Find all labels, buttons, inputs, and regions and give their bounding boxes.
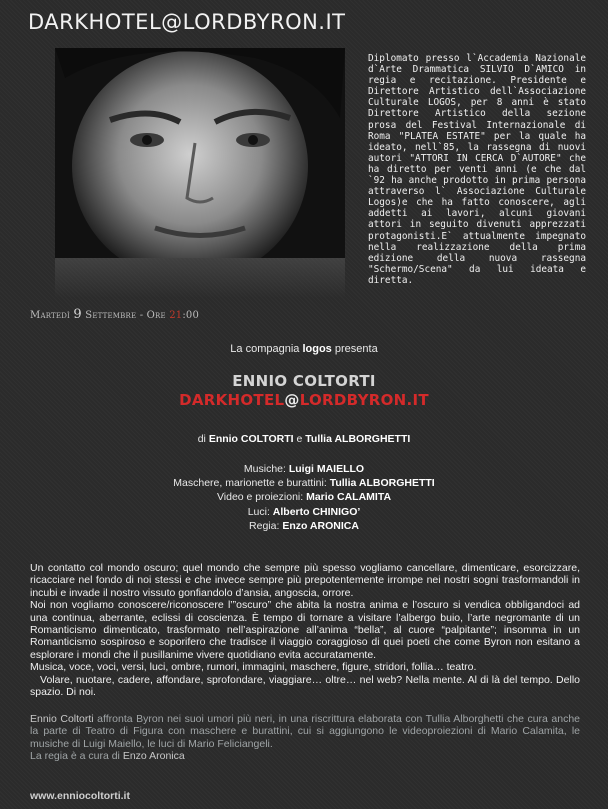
- portrait-reflection: [55, 258, 345, 298]
- production-note: [30, 713, 580, 763]
- author-title: ENNIO COLTORTI: [232, 372, 376, 390]
- company-suffix: presenta: [334, 343, 378, 355]
- credit-row: [0, 462, 608, 476]
- description-paragraph: Noi non vogliamo conoscere/riconoscere l’”oscuro” che abita la nostra anima e l’oscuro si vendica obbligandoci ad una continua, aberrante, eclissi di coscienza. È tempo di tornare a visitare l’albergo buio, l’arte negromante di un Romanticismo dimenticato, trasformato nell’aspirazione all’anima “bella”, al cuore “palpitante”; insomma in un Romanticismo sospiroso e soporifero che tradisce il viaggio coraggioso di quei poeti che come Byron non esitano a esplorare i mondi che il pusillanime vivere quotidiano evita accuratamente.: [30, 599, 580, 661]
- credit-name: Alberto CHINIGO’: [272, 505, 361, 518]
- credit-row: [0, 476, 608, 490]
- date-weekday: Martedì: [30, 310, 70, 321]
- regia-line: [30, 750, 580, 762]
- credit-role: Luci:: [247, 505, 270, 518]
- regia-prefix: La regia è a cura di: [30, 750, 120, 763]
- production-text: affronta Byron nei suoi umori più neri, in una riscrittura elaborata con Tullia Alborghetti che cura anche la parte di Teatro di Figura con maschere e burattini, cui si aggiungono le videoproiezioni di Mario Calamita, le musiche di Luigi Maiello, le luci di Mario Feliciangeli.: [30, 713, 581, 750]
- production-name: Ennio Coltorti: [30, 713, 94, 725]
- date-minutes: :00: [182, 310, 200, 321]
- credit-name: Enzo ARONICA: [282, 519, 359, 532]
- site-title: DARKHOTEL@LORDBYRON.IT: [28, 10, 346, 34]
- date-hour: 21: [169, 310, 183, 321]
- date-day: 9: [73, 307, 82, 322]
- show-title-at: @: [284, 391, 300, 409]
- description-paragraph: Un contatto col mondo oscuro; quel mondo che sempre più spesso vogliamo cancellare, dimenticare, esorcizzare, ricacciare nel fondo di noi stessi e che invece sempre più prepotentemente irrompe nei nostri sogni trasformandoli in incubi e invade il nostro vissuto gonfiandolo d’ansia, angoscia, orrore.: [30, 562, 580, 599]
- credit-role: Maschere, marionette e burattini:: [173, 477, 327, 490]
- regia-name: Enzo Aronica: [122, 750, 185, 763]
- credit-role: Video e proiezioni:: [216, 491, 304, 504]
- credit-role: Regia:: [249, 519, 280, 532]
- credits-list: [0, 462, 608, 533]
- company-line: [0, 343, 608, 355]
- company-prefix: La compagnia: [230, 343, 300, 355]
- portrait-photo: [55, 48, 345, 258]
- credit-role: Musiche:: [243, 463, 286, 475]
- credit-name: Luigi MAIELLO: [288, 463, 365, 475]
- byline: [0, 433, 608, 445]
- byline-di: di: [197, 433, 206, 445]
- byline-e: e: [296, 433, 303, 445]
- description: [30, 562, 580, 698]
- company-name: logos: [302, 343, 332, 355]
- description-p4a: Volare, nuotare, cadere, affondare, sprofondare, viaggiare… oltre… nel web? Nella mente.: [40, 673, 465, 686]
- event-date: [30, 307, 199, 322]
- description-paragraph: Musica, voce, voci, versi, luci, ombre, rumori, immagini, maschere, figure, stridori, follia… teatro.: [30, 661, 477, 674]
- description-paragraph: [30, 674, 580, 699]
- bio-text: Diplomato presso l`Accademia Nazionale d`Arte Drammatica SILVIO D`AMICO in regia e recitazione. Presidente e Direttore Artistico dell`Associazione Culturale LOGOS, per 8 anni è stato Direttore Artistico della sezione prosa del Festival Internazionale di Roma "PLATEA ESTATE" per la quale ha ideato, nell`85, la rassegna di nuovi autori "ATTORI IN CERCA D`AUTORE" che ha diretto per venti anni (e che dal `92 ha anche prodotto in prima persona attraverso l` Associazione Culturale Logos)e che ha fatto conoscere, agli addetti ai lavori, alcuni giovani attori in seguito divenuti apprezzati protagonisti.E` attualmente impegnato nella realizzazione della prima edizione della nuova rassegna "Schermo/Scena" da lui ideata e diretta.: [368, 53, 586, 286]
- credit-row: [0, 505, 608, 519]
- date-separator: - Ore: [139, 310, 166, 321]
- credit-row: [0, 519, 608, 533]
- description-p4b: Al di là del tempo. Dello spazio. Di noi.: [30, 673, 580, 699]
- website-link[interactable]: www.enniocoltorti.it: [30, 790, 130, 802]
- production-paragraph: [30, 713, 580, 750]
- show-title-part1: DARKHOTEL: [179, 391, 285, 409]
- credit-name: Mario CALAMITA: [306, 491, 392, 504]
- show-title-part2: LORDBYRON.IT: [299, 391, 429, 409]
- credit-name: Tullia ALBORGHETTI: [329, 477, 435, 490]
- byline-author1: Ennio COLTORTI: [208, 433, 294, 445]
- show-title: [0, 391, 608, 409]
- credit-row: [0, 490, 608, 504]
- byline-author2: Tullia ALBORGHETTI: [305, 433, 411, 445]
- date-month: Settembre: [85, 310, 137, 321]
